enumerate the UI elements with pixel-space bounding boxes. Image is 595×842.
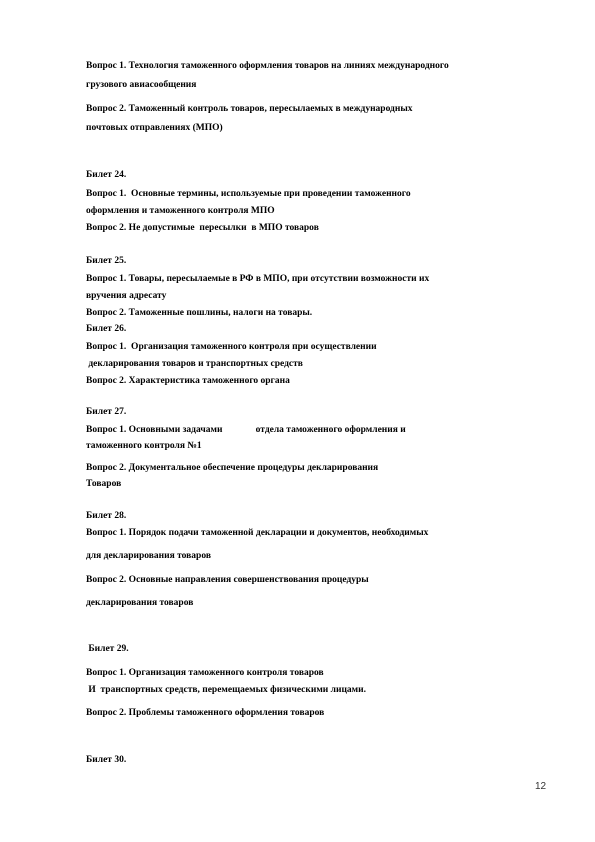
text-line: Вопрос 2. Таможенный контроль товаров, пересылаемых в международных [86,104,413,114]
text-line: Вопрос 1. Основные термины, используемые при проведении таможенного [86,189,411,199]
page-number: 12 [535,781,547,792]
ticket-heading: Билет 24. [86,170,127,180]
text-line: Вопрос 2. Основные направления совершенствования процедуры [86,575,369,585]
ticket-heading: Билет 27. [86,407,127,417]
text-line: Вопрос 2. Не допустимые пересылки в МПО товаров [86,223,319,233]
text-line: Вопрос 2. Документальное обеспечение процедуры декларирования [86,463,379,473]
text-line: для декларирования товаров [86,551,211,561]
text-line: Вопрос 1. Основными задачами отдела таможенного оформления и [86,425,406,435]
text-line: таможенного контроля №1 [86,441,202,451]
text-line: вручения адресату [86,291,167,301]
text-line: Вопрос 1. Товары, пересылаемые в РФ в МПО, при отсутствии возможности их [86,274,430,284]
text-line: почтовых отправлениях (МПО) [86,123,223,133]
text-line: грузового авиасообщения [86,80,197,90]
ticket-heading: Билет 30. [86,755,127,765]
text-line: декларирования товаров [86,598,194,608]
ticket-heading: Билет 28. [86,511,127,521]
text-line: Вопрос 2. Характеристика таможенного органа [86,376,290,386]
ticket-heading: Билет 25. [86,256,127,266]
text-line: Товаров [86,479,122,489]
text-line: Вопрос 1. Технология таможенного оформления товаров на линиях международного [86,61,449,71]
text-line: декларирования товаров и транспортных средств [86,359,303,369]
text-line: И транспортных средств, перемещаемых физическими лицами. [86,685,366,695]
ticket-heading: Билет 26. [86,324,127,334]
text-line: оформления и таможенного контроля МПО [86,206,275,216]
text-line: Вопрос 1. Порядок подачи таможенной декларации и документов, необходимых [86,528,429,538]
text-line: Вопрос 2. Проблемы таможенного оформления товаров [86,708,325,718]
text-line: Вопрос 1. Организация таможенного контроля при осуществлении [86,342,377,352]
text-line: Вопрос 2. Таможенные пошлины, налоги на товары. [86,308,313,318]
text-line: Вопрос 1. Организация таможенного контроля товаров [86,668,324,678]
ticket-heading: Билет 29. [86,644,129,654]
